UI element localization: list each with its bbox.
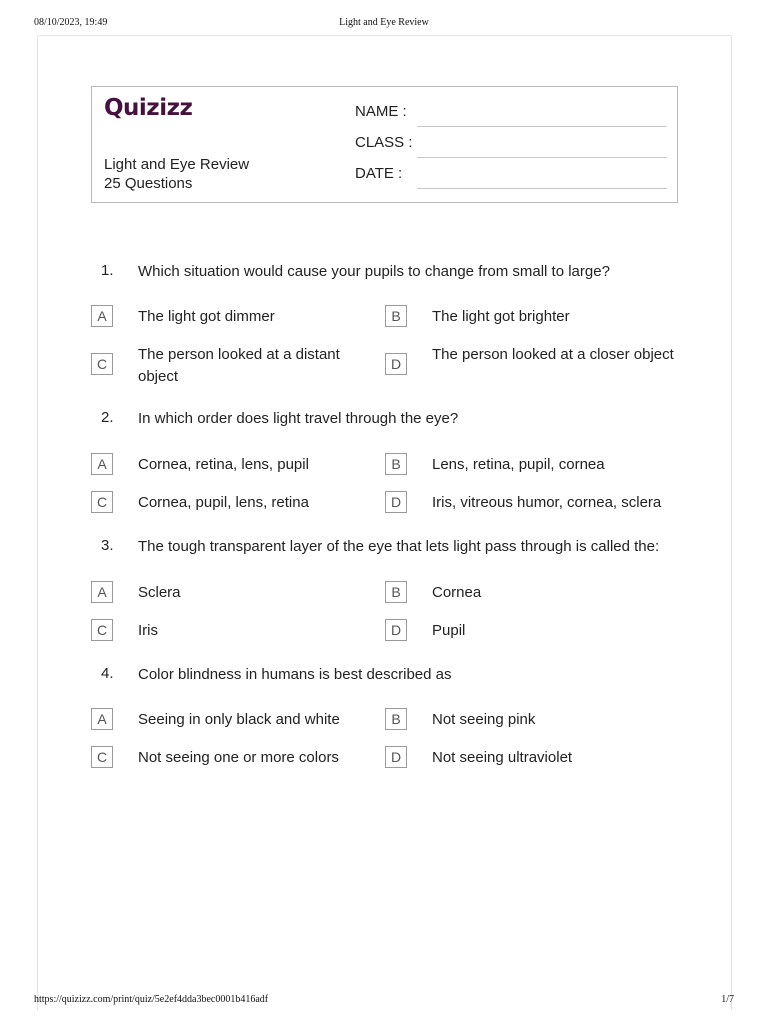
- print-date: 08/10/2023, 19:49: [34, 17, 108, 28]
- option-letter-box: B: [385, 581, 407, 603]
- question-text: Which situation would cause your pupils to change from small to large?: [138, 263, 610, 280]
- option-text: Not seeing one or more colors: [138, 749, 339, 766]
- option-text: Lens, retina, pupil, cornea: [432, 456, 605, 473]
- date-label: DATE :: [355, 165, 403, 182]
- class-line: [417, 157, 667, 158]
- option-text: Not seeing ultraviolet: [432, 749, 573, 766]
- date-line: [417, 188, 667, 189]
- option-letter-box: A: [91, 581, 113, 603]
- option-text: Pupil: [432, 622, 466, 639]
- option-letter-box: A: [91, 708, 113, 730]
- option-letter-box: D: [385, 353, 407, 375]
- option-letter-box: C: [91, 746, 113, 768]
- option-letter-box: B: [385, 708, 407, 730]
- page-number: 1/7: [721, 994, 734, 1005]
- option-letter-box: A: [91, 453, 113, 475]
- option-text: Not seeing pink: [432, 711, 536, 728]
- option-letter-box: D: [385, 491, 407, 513]
- name-label: NAME :: [355, 103, 407, 120]
- question-text: In which order does light travel through the eye?: [138, 410, 459, 427]
- print-url: https://quizizz.com/print/quiz/5e2ef4dda3bec0001b416adf: [34, 994, 269, 1005]
- question-count: 25 Questions: [104, 175, 193, 192]
- quiz-title: Light and Eye Review: [104, 156, 250, 173]
- option-text: The light got brighter: [432, 308, 570, 325]
- question-number: 1.: [101, 262, 114, 279]
- option-letter-box: D: [385, 746, 407, 768]
- question-text: Color blindness in humans is best described as: [138, 666, 452, 683]
- question-number: 3.: [101, 537, 114, 554]
- option-text: The person looked at a distant object: [138, 346, 340, 385]
- quiz-header-box: [91, 86, 678, 203]
- option-text: Iris, vitreous humor, cornea, sclera: [432, 494, 662, 511]
- quizizz-logo: Quizizz: [104, 95, 193, 121]
- name-field: [355, 103, 667, 127]
- option-text: Cornea: [432, 584, 482, 601]
- date-field: [355, 165, 667, 189]
- option-letter-box: B: [385, 453, 407, 475]
- option-letter-box: B: [385, 305, 407, 327]
- question-number: 4.: [101, 665, 114, 682]
- option-text: Sclera: [138, 584, 181, 601]
- option-letter-box: D: [385, 619, 407, 641]
- print-title: Light and Eye Review: [339, 17, 429, 28]
- option-text: Cornea, pupil, lens, retina: [138, 494, 309, 511]
- option-letter-box: C: [91, 353, 113, 375]
- option-text: Cornea, retina, lens, pupil: [138, 456, 309, 473]
- option-text: The light got dimmer: [138, 308, 275, 325]
- option-text: Seeing in only black and white: [138, 711, 340, 728]
- option-text: The person looked at a closer object: [432, 346, 674, 363]
- name-line: [417, 126, 667, 127]
- option-text: Iris: [138, 622, 158, 639]
- print-footer: [34, 994, 734, 1008]
- option-letter-box: C: [91, 491, 113, 513]
- option-letter-box: C: [91, 619, 113, 641]
- question-text: The tough transparent layer of the eye that lets light pass through is called the:: [138, 538, 660, 555]
- question-number: 2.: [101, 409, 114, 426]
- print-header: [34, 17, 734, 31]
- class-label: CLASS :: [355, 134, 413, 151]
- option-letter-box: A: [91, 305, 113, 327]
- class-field: [355, 134, 667, 158]
